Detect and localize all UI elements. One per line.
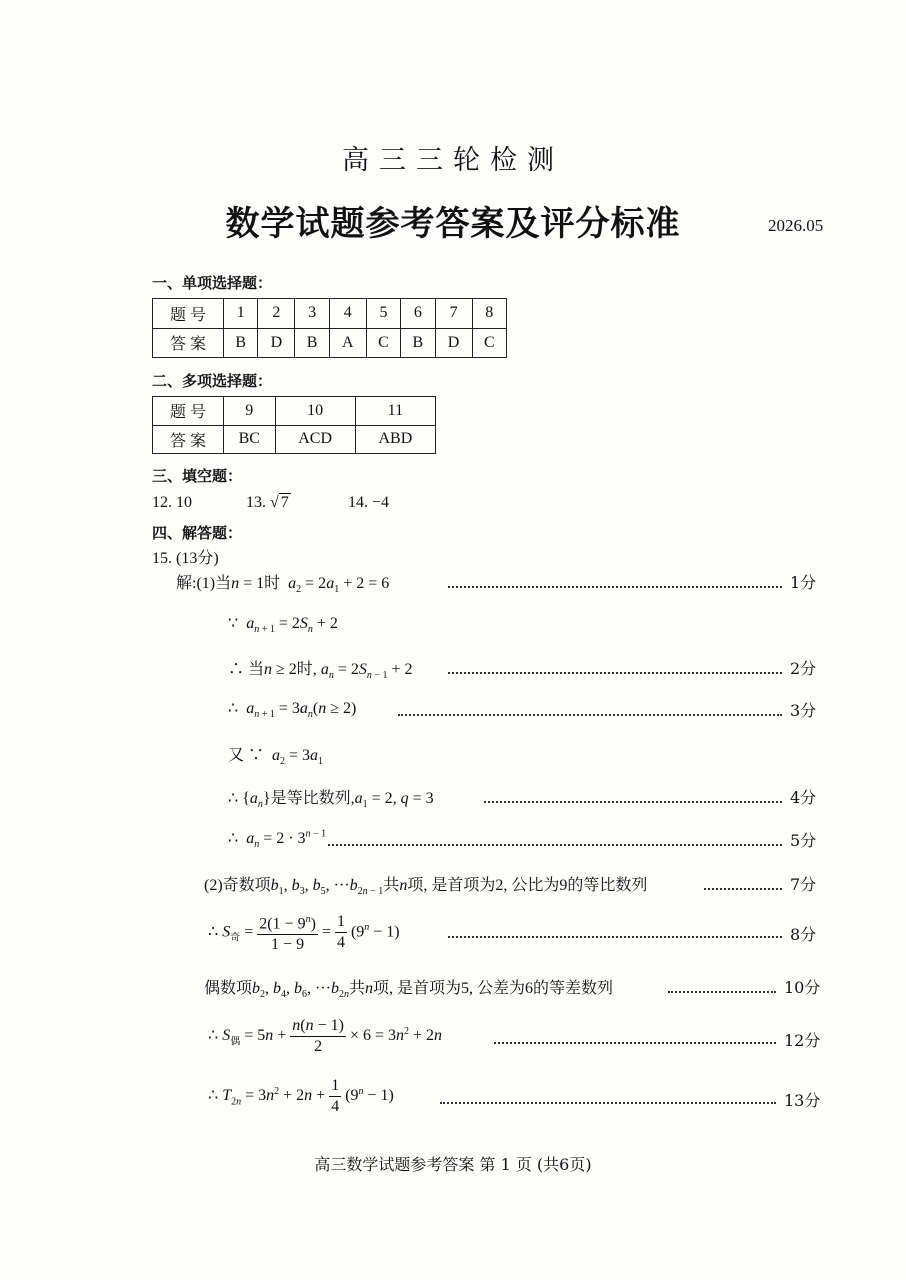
step-text: (2)奇数项 [204,877,271,894]
exam-subtitle: 高三三轮检测 [342,145,564,176]
table-row [153,425,436,454]
solution-step-9: ∴ $S_奇$ = $\frac{2(1 - 9^n)}{1 - 9}$ = $\frac{1}{4}$ $(9^n - 1)$ [208,910,400,955]
leader-dots [668,991,776,993]
step-text: 解:(1)当 [176,575,232,592]
table-cell: C [366,328,400,358]
table-cell: ACD [275,425,355,454]
table-cell: 9 [224,397,276,426]
step-text: 又 ∵ [228,747,265,764]
step-text: 项, 是首项为5, 公差为6的等差数列 [373,980,614,997]
subscript-label: 奇 [230,932,241,944]
table-cell: 1 [224,299,258,329]
table-header-cell: 题 号 [153,299,224,329]
fraction: $\frac{2(1 - 9^n)}{1 - 9}$ [257,910,318,955]
solution-step-7: ∴ $a_n = 2 \cdot 3^{n - 1}$ [228,828,327,851]
section-solution-title: 四、解答题： [152,524,243,542]
score-label: 1分 [790,573,817,592]
table-cell: BC [224,425,276,454]
table-cell: A [329,328,366,358]
sqrt-icon: √ [270,494,279,511]
score-label: 3分 [790,701,817,720]
exam-date: 2026.05 [768,216,824,235]
solution-step-6: ∴ $\{a_n\}$是等比数列$,a_1 = 2$, q = 3 [228,790,434,811]
table-cell: C [472,328,506,358]
table-cell: 7 [435,299,472,329]
step-text: 项, 是首项为2, 公比为9的等比数列 [407,877,648,894]
single-choice-answer-table [152,298,507,358]
step-text: 共 [349,980,366,997]
section-single-choice-title: 一、单项选择题： [152,274,273,292]
section-multi-choice-title: 二、多项选择题： [152,372,273,390]
table-header-cell: 题 号 [153,397,224,426]
q15-header: 15. (13分) [152,550,219,567]
table-cell: B [295,328,329,358]
step-text: 时, [296,661,317,678]
table-cell: 5 [366,299,400,329]
leader-dots [448,936,782,938]
solution-step-4: ∴ $a_{n + 1} = 3a_n(n \ge 2)$ [228,700,357,721]
solution-step-5: 又 ∵ $a_2 = 3a_1$ [228,747,324,768]
multi-choice-answer-table [152,396,436,454]
leader-dots [328,844,782,846]
leader-dots [484,801,782,803]
table-cell: 11 [355,397,435,426]
step-text: ∴ 当 [228,661,265,678]
table-cell: B [224,328,258,358]
step-text: 是等比数列, [270,790,355,807]
score-label: 12分 [784,1031,821,1050]
solution-step-12: ∴ $T_{2n} = 3n^2 + 2n$ + $\frac{1}{4}$ $(9^n - 1)$ [208,1077,394,1115]
step-text: 偶数项 [204,980,253,997]
score-label: 4分 [790,788,817,807]
table-header-cell: 答 案 [153,425,224,454]
table-cell: D [258,328,295,358]
solution-step-3: ∴ 当n ≥ 2时, $a_n = 2S_{n - 1} + 2$ [228,661,413,682]
table-cell: 4 [329,299,366,329]
table-cell: D [435,328,472,358]
score-label: 2分 [790,659,817,678]
table-cell: 8 [472,299,506,329]
fraction: $\frac{n(n - 1)}{2}$ [292,1017,344,1055]
score-label: 10分 [784,978,821,997]
leader-dots [448,586,782,588]
leader-dots [448,672,782,674]
score-label: 8分 [790,925,817,944]
step-text: ∴ [228,790,243,807]
score-label: 5分 [790,831,817,850]
table-cell: 10 [275,397,355,426]
answer-q13 [246,494,291,512]
table-cell: 2 [258,299,295,329]
answer-q13-radicand: 7 [280,494,289,511]
solution-step-10: 偶数项$b_2$, $b_4$, $b_6$, $\cdot\cdot\cdot b_{2n}$共n项, 是首项为5, 公差为6的等差数列 [204,980,614,1001]
fraction: $\frac{1}{4}$ [331,1077,340,1115]
answer-q13-label: 13. [246,494,266,511]
answer-q12: 12. 10 [152,494,192,511]
section-fill-blank-title: 三、填空题： [152,467,243,485]
table-cell: ABD [355,425,435,454]
table-header-cell: 答 案 [153,328,224,358]
table-cell: 6 [401,299,435,329]
score-label: 13分 [784,1091,821,1110]
leader-dots [704,888,782,890]
table-cell: B [401,328,435,358]
answer-q14: 14. −4 [348,494,390,511]
table-row [153,397,436,426]
score-label: 7分 [790,875,817,894]
step-text: 时 [264,575,281,592]
subscript-label: 偶 [230,1036,241,1048]
solution-step-8: (2)奇数项$b_1$, $b_3$, $b_5$, $\cdot\cdot\cdot b_{2n - 1}$共n项, 是首项为2, 公比为9的等比数列 [204,877,648,898]
leader-dots [494,1042,776,1044]
leader-dots [398,714,782,716]
page-title: 数学试题参考答案及评分标准 [225,204,681,244]
page-footer: 高三数学试题参考答案 第 1 页 (共6页) [314,1155,592,1174]
solution-step-2: ∵ $a_{n + 1} = 2S_n + 2$ [228,615,338,636]
solution-step-11: ∴ $S_偶 = 5n$ + $\frac{n(n - 1)}{2}$ × $6 = 3n^2 + 2n$ [208,1017,443,1055]
fraction: $\frac{1}{4}$ [336,913,345,952]
leader-dots [440,1102,776,1104]
step-text: 共 [383,877,400,894]
table-row [153,299,507,329]
table-row [153,328,507,358]
solution-step-1: 解:(1)当n = 1时 $a_2 = 2a_1 + 2 = 6$ [176,575,390,596]
table-cell: 3 [295,299,329,329]
